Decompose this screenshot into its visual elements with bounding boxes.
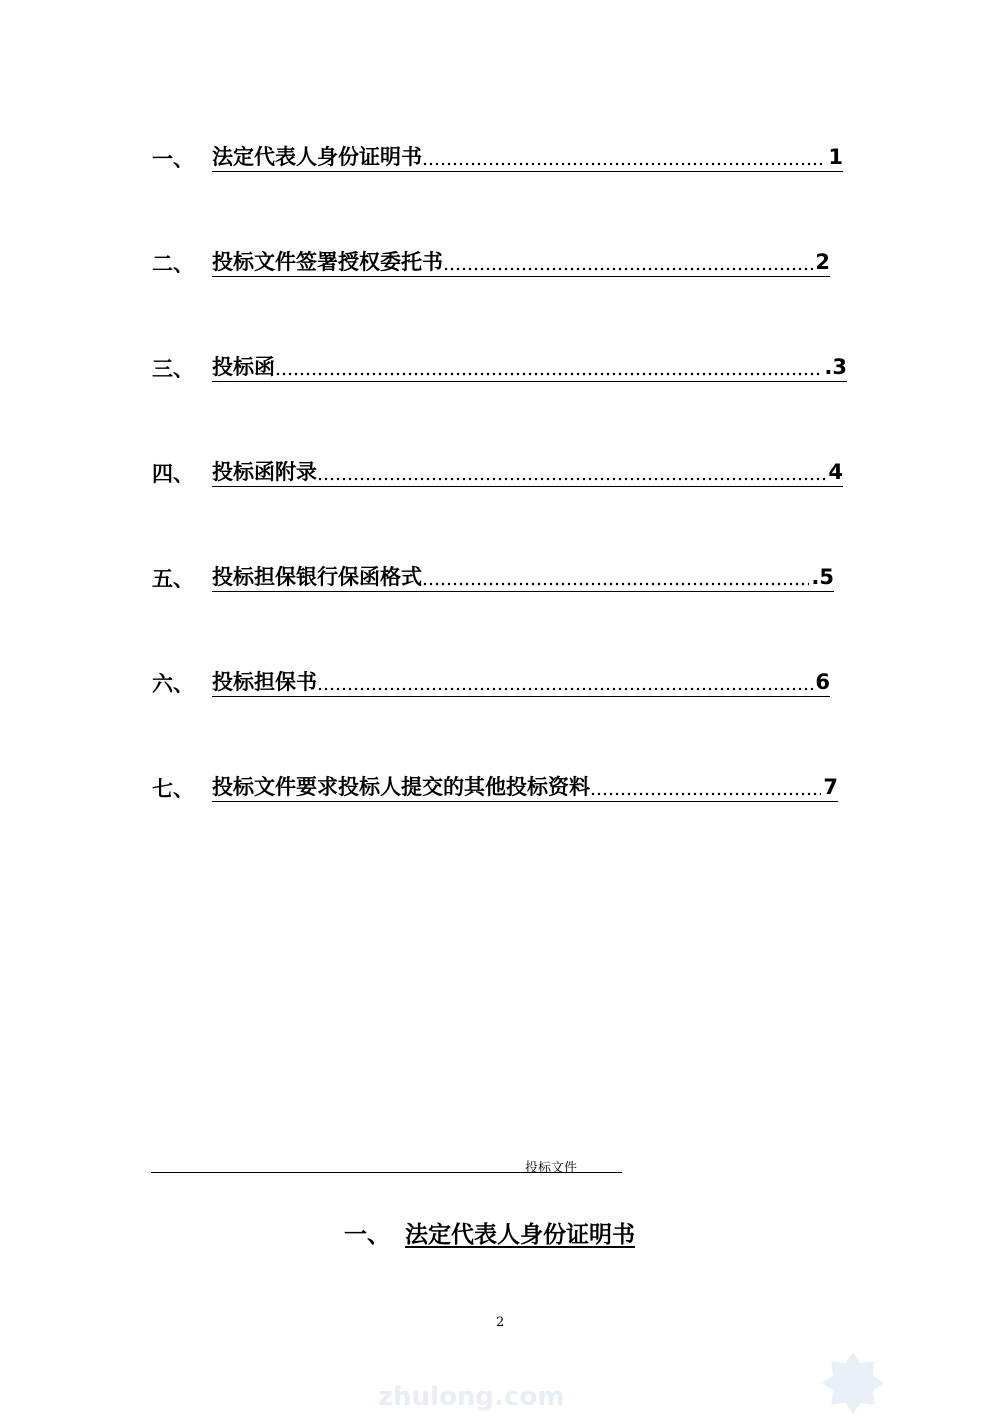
watermark-text: zhulong.com: [378, 1382, 565, 1412]
dot-leader: [443, 249, 813, 275]
toc-number: 五、: [152, 567, 194, 591]
toc-page: 4: [828, 460, 843, 484]
toc-page: .5: [811, 565, 834, 589]
toc-row[interactable]: [152, 247, 830, 277]
dot-leader: [317, 669, 813, 695]
toc-page: 2: [815, 250, 830, 274]
toc-title[interactable]: 投标文件要求投标人提交的其他投标资料: [212, 775, 590, 799]
toc-number: 二、: [152, 252, 194, 276]
toc-row[interactable]: [152, 772, 838, 802]
section-title: 法定代表人身份证明书: [405, 1222, 635, 1248]
toc-number: 七、: [152, 777, 194, 801]
toc-row[interactable]: [152, 667, 830, 697]
dot-leader: [275, 354, 822, 380]
toc-page: .3: [824, 355, 847, 379]
page-number: 2: [496, 1315, 505, 1330]
page-header: 投标文件: [525, 1161, 578, 1176]
toc-page: 6: [815, 670, 830, 694]
section-heading: [344, 1216, 635, 1249]
watermark-logo-icon: [822, 1352, 884, 1414]
toc-number: 一、: [152, 147, 194, 171]
toc-title[interactable]: 投标担保书: [212, 670, 317, 694]
dot-leader: [422, 564, 809, 590]
toc-number: 四、: [152, 462, 194, 486]
toc-title[interactable]: 投标文件签署授权委托书: [212, 250, 443, 274]
toc-number: 六、: [152, 672, 194, 696]
toc-row[interactable]: [152, 562, 834, 592]
toc-page: 1: [828, 145, 843, 169]
toc-title[interactable]: 投标担保银行保函格式: [212, 565, 422, 589]
toc-row[interactable]: [152, 352, 847, 382]
section-number: 一、: [344, 1222, 390, 1248]
toc-row[interactable]: [152, 457, 843, 487]
toc-number: 三、: [152, 357, 194, 381]
dot-leader: [590, 774, 821, 800]
toc-page: 7: [823, 775, 838, 799]
toc-title[interactable]: 投标函: [212, 355, 275, 379]
toc-title[interactable]: 法定代表人身份证明书: [212, 145, 422, 169]
toc-row[interactable]: [152, 142, 843, 172]
dot-leader: [422, 144, 826, 170]
dot-leader: [317, 459, 826, 485]
toc-title[interactable]: 投标函附录: [212, 460, 317, 484]
